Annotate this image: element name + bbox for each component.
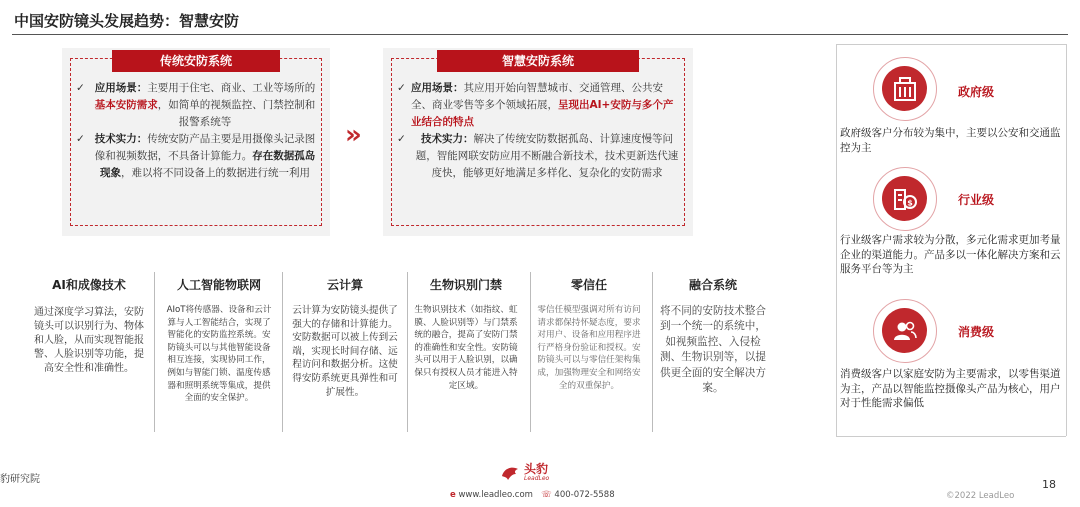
tech-column-fusion (654, 270, 772, 396)
footer-contact (450, 490, 615, 500)
source-note: 豹研究院 (0, 474, 40, 485)
bullet-label: 技术实力： (94, 133, 148, 145)
title-divider (12, 34, 1068, 35)
level-label: 政府级 (958, 85, 995, 99)
tech-description: 生物识别技术（如指纹、虹膜、人脸识别等）与门禁系统的融合，提高了安防门禁的准确性和安全性。安防镜头可以用于人脸识别，以确保只有授权人员才能进入特定区域。 (414, 305, 518, 391)
bullet-text: 传统安防产品主要是用摄像头记录图像和视频数据，不具备计算能力。 (94, 133, 316, 162)
bullet-application (397, 80, 683, 131)
check-icon: ✓ (397, 82, 406, 94)
tech-column-zero-trust (530, 270, 648, 392)
page-number: 18 (1042, 478, 1056, 491)
levels-border-bottom (836, 436, 1066, 437)
column-divider (652, 272, 653, 432)
levels-border-top (836, 44, 1066, 45)
tech-title: 融合系统 (688, 278, 737, 292)
bullet-highlight: 呈现出AI+安防与多个产业结合的特点 (411, 99, 674, 128)
panel-heading: 智慧安防系统 (437, 50, 639, 72)
tech-description: AIoT将传感器、设备和云计算与人工智能结合，实现了智能化的安防监控系统。安防镜头可以与其他智能设备相互连接，实现协同工作，例如与智能门锁、温度传感器和照明系统等集成，提供全面的安全保护。 (166, 305, 272, 404)
tech-column-ai-imaging (30, 270, 148, 376)
tech-title: 生物识别门禁 (429, 278, 502, 292)
bullet-text: 其应用开始向智慧城市、交通管理、公共安全、商业零售等多个领域拓展， (411, 82, 663, 111)
leopard-logo-icon (500, 464, 520, 482)
tech-title: AI和成像技术 (52, 278, 126, 292)
government-level-badge (873, 57, 937, 121)
tech-title: 人工智能物联网 (176, 278, 261, 292)
column-divider (154, 272, 155, 432)
level-description: 消费级客户以家庭安防为主要需求，以零售渠道为主，产品以智能监控摄像头产品为核心，用户对于性能需求偏低 (840, 368, 1061, 409)
users-icon (892, 318, 918, 344)
check-icon: ✓ (76, 82, 85, 94)
tech-column-cloud (286, 270, 404, 399)
globe-icon: e (450, 490, 456, 500)
tech-column-aiot (160, 270, 278, 405)
tech-description: 零信任模型强调对所有访问请求都保持怀疑态度，要求对用户、设备和应用程序进行严格身份验证和授权。安防镜头可以与零信任架构集成，加强物理安全和网络安全的双重保护。 (537, 305, 641, 391)
bullet-text: 解决了传统安防数据孤岛、计算速度慢等问题，智能网联安防应用不断融合新技术，技术更新迭代速度快，能够更好地满足多样化、复杂化的安防需求 (415, 133, 679, 179)
bullet-text: 主要用于住宅、商业、工业等场所的 (147, 82, 316, 94)
logo-subtitle: LeadLeo (524, 475, 550, 482)
tech-title: 云计算 (326, 278, 363, 292)
bullet-highlight: 基本安防需求 (94, 99, 158, 111)
tech-description: 通过深度学习算法，安防镜头可以识别行为、物体和人脸，从而实现智能报警、人脸识别等功能，提高安全性和准确性。 (34, 307, 144, 374)
level-description: 行业级客户需求较为分散，多元化需求更加考量企业的渠道能力。产品多以一体化解决方案和云服务平台等为主 (840, 234, 1061, 275)
level-label: 消费级 (958, 325, 995, 339)
phone-icon: ☏ (541, 490, 552, 500)
bullet-application (76, 80, 320, 131)
column-divider (282, 272, 283, 432)
check-icon: ✓ (76, 133, 85, 145)
tech-title: 零信任 (570, 278, 607, 292)
level-label: 行业级 (958, 193, 995, 207)
double-chevron-right-icon: » (345, 120, 356, 150)
traditional-security-panel (62, 48, 330, 236)
copyright: ©2022 LeadLeo (946, 491, 1015, 501)
levels-border-left (836, 44, 837, 436)
bullet-label: 技术实力： (421, 133, 474, 145)
page-title: 中国安防镜头发展趋势：智慧安防 (14, 12, 240, 30)
phone-number: 400-072-5588 (554, 490, 615, 500)
website-link[interactable]: www.leadleo.com (458, 490, 533, 500)
tech-column-biometric (407, 270, 525, 392)
industry-level-badge (873, 167, 937, 231)
panel-body (397, 80, 683, 182)
level-description: 政府级客户分布较为集中，主要以公安和交通监控为主 (840, 127, 1061, 154)
leadleo-logo (500, 463, 549, 482)
bullet-label: 应用场景： (94, 82, 148, 94)
bullet-label: 应用场景： (411, 82, 464, 94)
finance-icon (892, 186, 918, 212)
panel-body (76, 80, 320, 182)
bullet-text: ，如简单的视频监控、门禁控制和报警系统等 (157, 99, 316, 128)
svg-text:$: $ (906, 198, 913, 207)
bullet-text: ，难以将不同设备上的数据进行统一利用 (121, 167, 310, 179)
tech-description: 将不同的安防技术整合到一个统一的系统中，如视频监控、入侵检测、生物识别等，以提供更全面的安全解决方案。 (660, 305, 766, 395)
bullet-tech (397, 131, 683, 182)
building-icon (892, 76, 918, 102)
smart-security-panel (383, 48, 693, 236)
logo-name: 头豹 (524, 462, 549, 476)
consumer-level-badge (873, 299, 937, 363)
tech-description: 云计算为安防镜头提供了强大的存储和计算能力。安防数据可以被上传到云端，实现长时间存储、远程访问和数据分析。这使得安防系统更具弹性和可扩展性。 (292, 305, 398, 398)
bullet-tech (76, 131, 320, 182)
bullet-highlight: 存在数据孤岛现象 (100, 150, 316, 179)
check-icon: ✓ (397, 133, 406, 145)
panel-heading: 传统安防系统 (112, 50, 280, 72)
